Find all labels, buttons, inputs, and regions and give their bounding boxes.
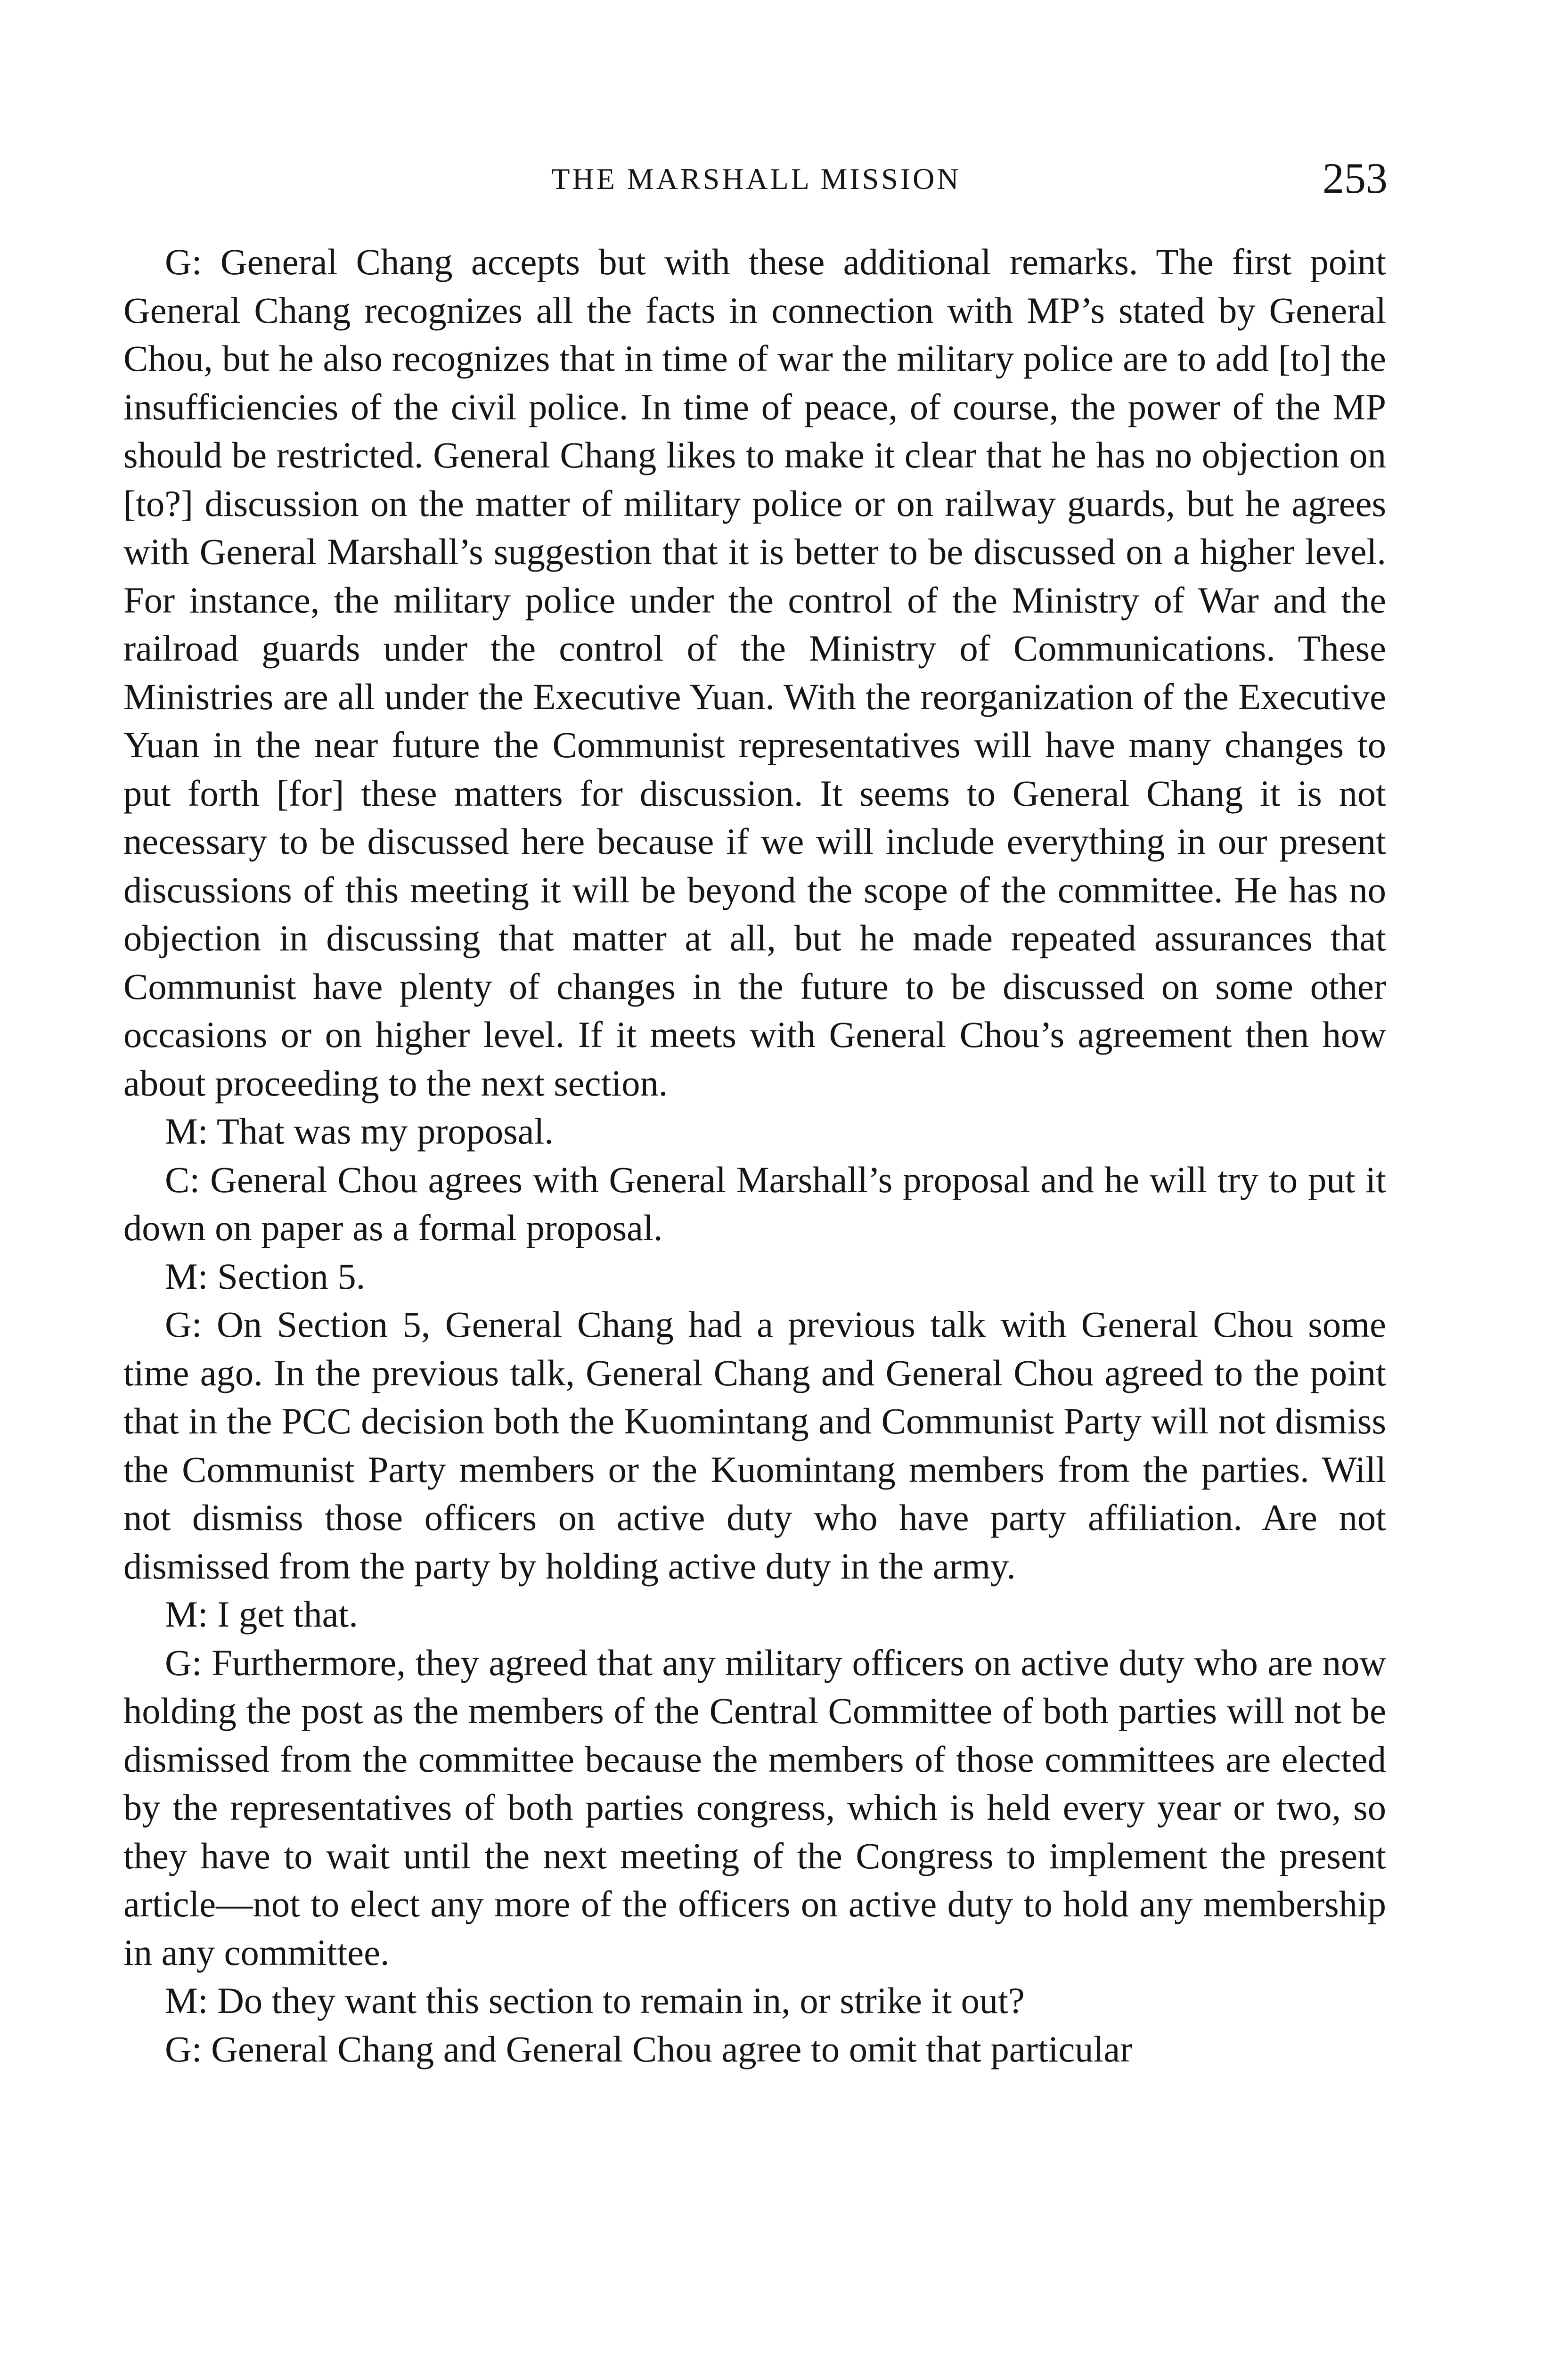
paragraph-text: General Chang accepts but with these additional remarks. The first point General Chang recognizes all the facts in connection with MP’s stated by General Chou, but he also recognizes that in time of war the military police are to add [to] the insufficiencies of the civil police. In time of peace, of course, the power of the MP should be restricted. General Chang likes to make it clear that he has no objection on [to?] discussion on the matter of military police or on railway guards, but he agrees with General Marshall’s suggestion that it is better to be discussed on a higher level. For instance, the military police under the control of the Ministry of War and the railroad guards under the control of the Ministry of Communications. These Ministries are all under the Executive Yuan. With the reorganization of the Executive Yuan in the near future the Communist representatives will have many changes to put forth [for] these matters for discussion. It seems to General Chang it is not necessary to be discussed here because if we will include everything in our present discussions of this meeting it will be beyond the scope of the committee. He has no objection in discussing that matter at all, but he made repeated assurances that Communist have plenty of changes in the future to be discussed on some other occasions or on higher level. If it meets with General Chou’s agreement then how about proceeding to the next section. — [123, 241, 1387, 1104]
transcript-paragraph — [123, 1590, 1386, 1639]
transcript-paragraph — [123, 238, 1386, 1107]
transcript-paragraph — [123, 1107, 1386, 1156]
paragraph-text: That was my proposal. — [216, 1111, 554, 1152]
speaker-label: M: — [165, 1980, 208, 2021]
transcript-paragraph — [123, 1252, 1386, 1301]
speaker-label: G: — [165, 1304, 202, 1345]
speaker-label: M: — [165, 1255, 208, 1297]
paragraph-text: Do they want this section to remain in, or strike it out? — [217, 1980, 1025, 2021]
running-head — [125, 155, 1388, 207]
paragraph-text: On Section 5, General Chang had a previous talk with General Chou some time ago. In the previous talk, General Chang and General Chou agreed to the point that in the PCC decision both the Kuomintang and Communist Party will not dismiss the Communist Party members or the Kuomintang members from the parties. Will not dismiss those officers on active duty who have party affiliation. Are not dismissed from the party by holding active duty in the army. — [123, 1304, 1387, 1587]
speaker-label: G: — [165, 241, 202, 282]
transcript-paragraph — [123, 1977, 1386, 2025]
paragraph-text: Section 5. — [217, 1255, 366, 1297]
running-title: THE MARSHALL MISSION — [551, 162, 961, 196]
page-number: 253 — [1323, 154, 1388, 202]
speaker-label: G: — [165, 1642, 202, 1683]
transcript-paragraph — [123, 1639, 1386, 1977]
paragraph-text: General Chang and General Chou agree to omit that particular — [211, 2028, 1133, 2070]
speaker-label: C: — [165, 1159, 200, 1200]
paragraph-text: Furthermore, they agreed that any military officers on active duty who are now holding the post as the members of the Central Committee of both parties will not be dismissed from the committee because the members of those committees are elected by the representatives of both parties congress, which is held every year or two, so they have to wait until the next meeting of the Congress to implement the present article—not to elect any more of the officers on active duty to hold any membership in any committee. — [123, 1642, 1387, 1973]
speaker-label: M: — [165, 1111, 208, 1152]
paragraph-text: I get that. — [217, 1594, 358, 1635]
speaker-label: G: — [165, 2028, 202, 2070]
transcript-body — [123, 238, 1386, 2073]
transcript-paragraph — [123, 2025, 1386, 2074]
paragraph-text: General Chou agrees with General Marshall’s proposal and he will try to put it down on paper as a formal proposal. — [123, 1159, 1387, 1248]
transcript-paragraph — [123, 1156, 1386, 1252]
speaker-label: M: — [165, 1594, 208, 1635]
transcript-paragraph — [123, 1301, 1386, 1590]
